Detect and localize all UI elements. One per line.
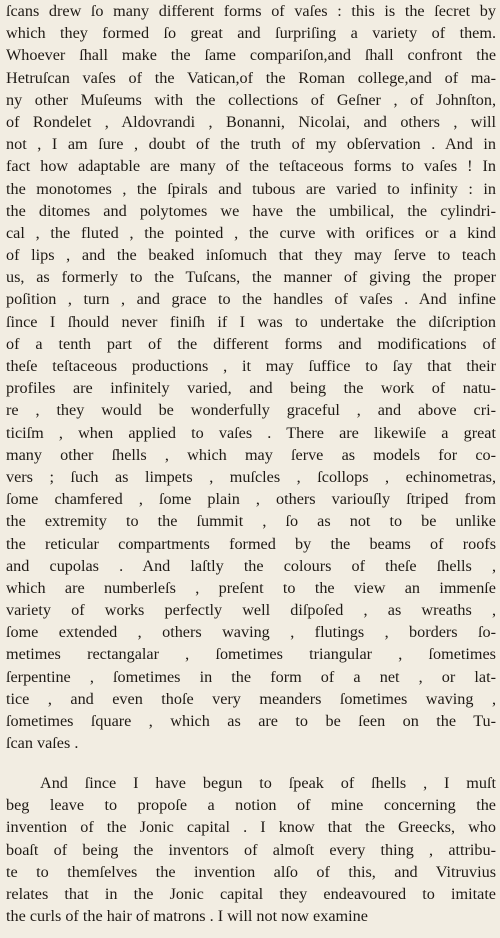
text-line: boaſt of being the inventors of almoſt every thing , attribu- <box>6 840 496 859</box>
paragraph-1 <box>6 0 496 754</box>
text-line: and cupolas . And laſtly the colours of theſe ſhells , <box>6 556 496 575</box>
text-line: beg leave to propoſe a notion of mine concerning the <box>6 796 496 815</box>
text-line: cal , the fluted , the pointed , the curve with orifices or a kind <box>6 223 496 242</box>
text-line: profiles are infinitely varied, and being the work of natu- <box>6 379 496 398</box>
text-line: And ſince I have begun to ſpeak of ſhells , I muſt <box>40 774 496 792</box>
text-line: poſition , turn , and grace to the handles of vaſes . And infine <box>6 290 496 309</box>
text-line: invention of the Jonic capital . I know that the Greecks, who <box>6 818 496 837</box>
text-line: of a tenth part of the different forms and modifications of <box>6 334 496 353</box>
text-line: fact how adaptable are many of the teſtaceous forms to vaſes ! In <box>6 157 496 176</box>
paragraph-2 <box>6 772 496 927</box>
text-line: relates that in the Jonic capital they endeavoured to imitate <box>6 884 496 903</box>
text-line: of Rondelet , Aldovrandi , Bonanni, Nicolai, and others , will <box>6 112 496 131</box>
text-line: te to themſelves the invention alſo of this, and Vitruvius <box>6 862 496 881</box>
text-line: variety of works perfectly well diſpoſed , as wreaths , <box>6 601 496 620</box>
text-line: many other ſhells , which may ſerve as models for co- <box>6 445 496 464</box>
text-line: ſcans drew ſo many different forms of vaſes : this is the ſecret by <box>6 2 496 20</box>
text-line: ny other Muſeums with the collections of Geſner , of Johnſton, <box>6 90 496 109</box>
text-line: ſcan vaſes . <box>6 734 79 753</box>
text-line: of lips , and the beaked inſomuch that they may ſerve to teach <box>6 246 496 265</box>
text-line: the curls of the hair of matrons . I will not now examine <box>6 907 368 926</box>
text-line: ſome extended , others waving , flutings , borders ſo- <box>6 623 496 642</box>
text-line: Hetruſcan vaſes of the Vatican,of the Roman college,and of ma- <box>6 68 496 87</box>
text-line: Whoever ſhall make the ſame compariſon,and ſhall confront the <box>6 46 496 65</box>
text-line: tice , and even thoſe very meanders ſometimes waving , <box>6 689 496 708</box>
text-line: the ditomes and polytomes we have the umbilical, the cylindri- <box>6 201 496 220</box>
text-line: which they formed ſo great and ſurpriſing a variety of them. <box>6 24 496 43</box>
text-line: the extremity to the ſummit , ſo as not to be unlike <box>6 512 496 531</box>
text-line: us, as formerly to the Tuſcans, the manner of giving the proper <box>6 268 496 287</box>
text-line: not , I am ſure , doubt of the truth of my obſervation . And in <box>6 135 496 154</box>
text-line: ſince I ſhould never finiſh if I was to undertake the diſcription <box>6 312 496 331</box>
text-line: ſerpentine , ſometimes in the form of a net , or lat- <box>6 667 496 686</box>
text-line: metimes rectangalar , ſometimes triangular , ſometimes <box>6 645 496 664</box>
text-line: vers ; ſuch as limpets , muſcles , ſcollops , echinometras, <box>6 467 496 486</box>
text-line: ticiſm , when applied to vaſes . There are likewiſe a great <box>6 423 496 442</box>
text-line: ſome chamfered , ſome plain , others variouſly ſtriped from <box>6 490 496 509</box>
text-line: re , they would be wonderfully graceful , and above cri- <box>6 401 496 420</box>
text-line: ſometimes ſquare , which as are to be ſeen on the Tu- <box>6 712 496 730</box>
text-line: theſe teſtaceous productions , it may ſuffice to ſay that their <box>6 357 496 375</box>
text-line: the monotomes , the ſpirals and tubous are varied to infinity : in <box>6 179 496 198</box>
text-line: the reticular compartments formed by the beams of roofs <box>6 534 496 553</box>
text-line: which are numberleſs , preſent to the view an immenſe <box>6 578 496 597</box>
